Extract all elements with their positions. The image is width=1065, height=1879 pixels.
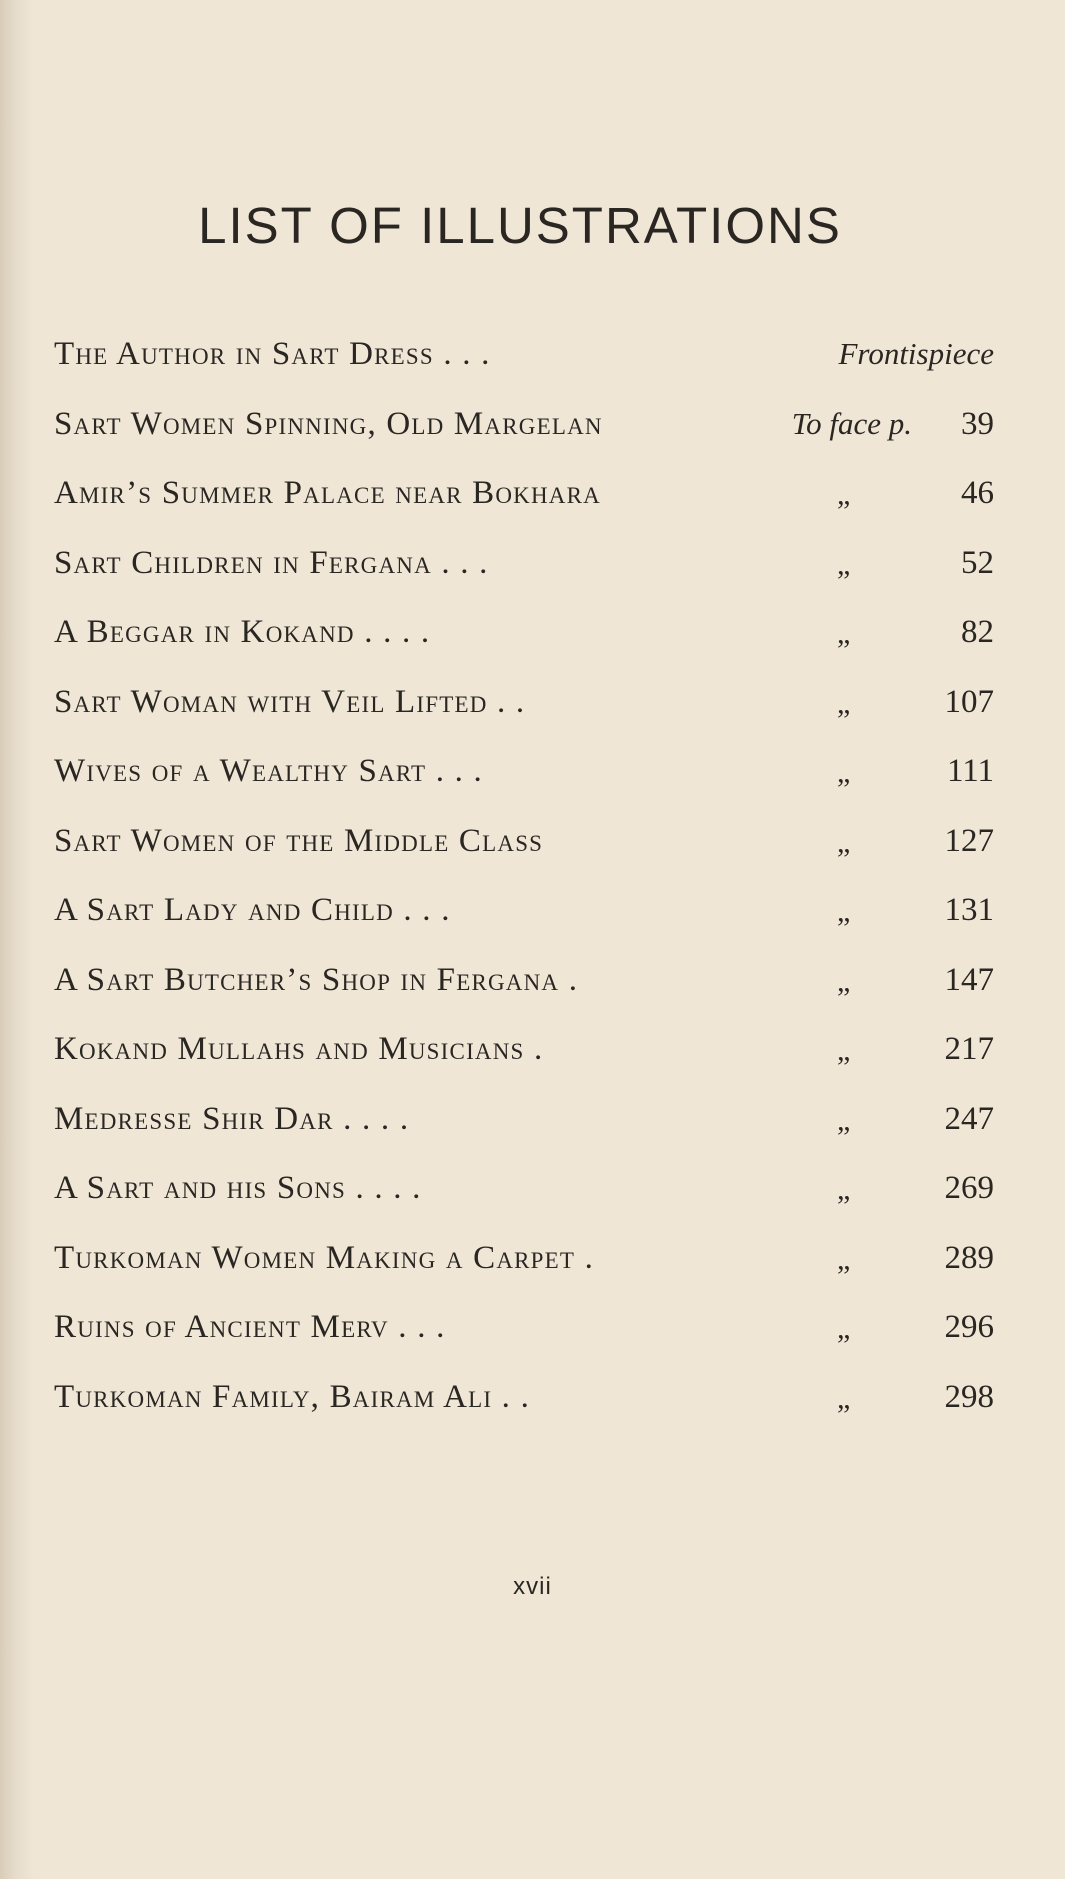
page-number: 131 [944, 892, 994, 928]
illustration-caption: A Sart Lady and Child . . . [54, 892, 451, 928]
page-number: 269 [944, 1170, 994, 1206]
ditto-mark: „ [837, 1312, 852, 1345]
page-number: 247 [944, 1100, 994, 1137]
page-number: 296 [944, 1309, 994, 1345]
illustration-caption: Sart Women Spinning, Old Margelan [54, 405, 603, 442]
ditto-mark: „ [837, 1103, 852, 1137]
ditto-mark: „ [837, 825, 852, 859]
list-item [54, 1228, 994, 1298]
list-item [54, 1019, 994, 1089]
page-number: 46 [961, 475, 994, 511]
illustration-caption: Sart Children in Fergana . . . [54, 544, 489, 581]
ditto-mark: „ [837, 1242, 852, 1276]
illustration-caption: Ruins of Ancient Merv . . . [54, 1309, 446, 1345]
illustration-caption: A Sart and his Sons . . . . [54, 1170, 422, 1206]
illustration-caption: Turkoman Women Making a Carpet . [54, 1239, 595, 1276]
list-item [54, 741, 994, 811]
list-item [54, 463, 994, 533]
page-number: 52 [961, 544, 994, 581]
ditto-mark: „ [837, 686, 852, 720]
illustrations-list [54, 324, 994, 1436]
ditto-mark: „ [837, 1173, 852, 1206]
page-number: 127 [944, 822, 994, 859]
illustration-caption: Turkoman Family, Bairam Ali . . [54, 1378, 531, 1415]
page-number: 298 [944, 1378, 994, 1415]
page-number: 147 [944, 961, 994, 998]
ditto-mark: „ [837, 617, 852, 650]
list-item [54, 672, 994, 742]
illustration-caption: Sart Woman with Veil Lifted . . [54, 683, 526, 720]
page-title: LIST OF ILLUSTRATIONS [198, 197, 842, 254]
list-item [54, 880, 994, 950]
ditto-mark: „ [837, 478, 852, 511]
list-item [54, 1297, 994, 1367]
plate-reference: To face p. [791, 405, 912, 441]
list-item [54, 1158, 994, 1228]
illustration-caption: A Beggar in Kokand . . . . [54, 614, 431, 650]
list-item [54, 950, 994, 1020]
page-number: 217 [944, 1031, 994, 1067]
list-item [54, 1089, 994, 1159]
illustration-caption: The Author in Sart Dress . . . [54, 336, 491, 372]
page-number: 289 [944, 1239, 994, 1276]
illustration-caption: Sart Women of the Middle Class [54, 822, 544, 859]
ditto-mark: „ [837, 1034, 852, 1067]
ditto-mark: „ [837, 547, 852, 581]
list-item [54, 602, 994, 672]
ditto-mark: „ [837, 895, 852, 928]
illustration-caption: Wives of a Wealthy Sart . . . [54, 753, 483, 789]
list-item [54, 324, 994, 394]
page-number: 82 [961, 614, 994, 650]
page-number: 107 [944, 683, 994, 720]
list-item [54, 394, 994, 464]
ditto-mark: „ [837, 964, 852, 998]
list-item [54, 533, 994, 603]
plate-reference: Frontispiece [838, 336, 994, 371]
ditto-mark: „ [837, 756, 852, 789]
illustration-caption: Kokand Mullahs and Musicians . [54, 1031, 544, 1067]
illustration-caption: Amir’s Summer Palace near Bokhara [54, 475, 601, 511]
illustration-caption: Medresse Shir Dar . . . . [54, 1100, 410, 1137]
page-folio: xvii [513, 1573, 552, 1600]
illustration-caption: A Sart Butcher’s Shop in Fergana . [54, 961, 579, 998]
list-item [54, 811, 994, 881]
page-number: 111 [946, 753, 994, 789]
page-number: 39 [961, 405, 994, 442]
list-item [54, 1367, 994, 1437]
ditto-mark: „ [837, 1381, 852, 1415]
